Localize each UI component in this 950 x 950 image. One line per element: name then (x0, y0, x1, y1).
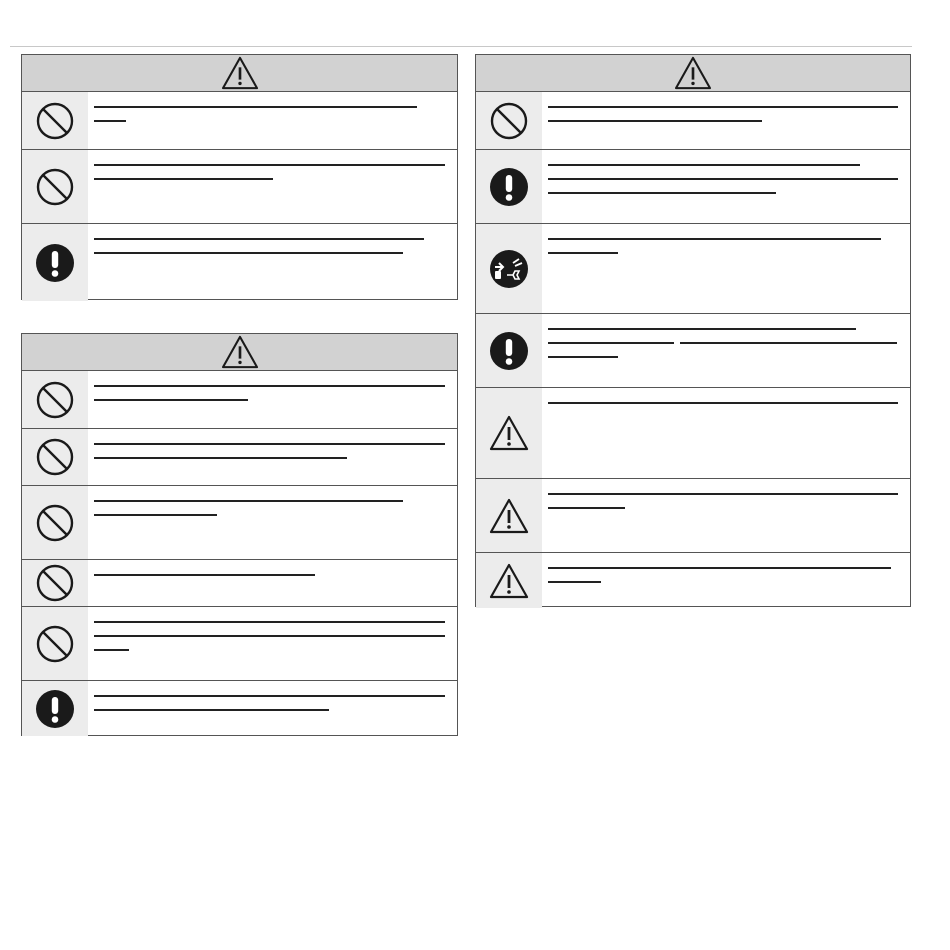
safety-row (476, 478, 910, 552)
redacted-text-line (548, 164, 860, 166)
redacted-text-line (94, 574, 315, 576)
safety-row (22, 428, 457, 485)
redacted-text-line (94, 457, 347, 459)
mandatory-action-icon (489, 167, 529, 207)
safety-row (22, 223, 457, 301)
prohibition-icon (489, 101, 529, 141)
mandatory-action-icon (489, 331, 529, 371)
prohibition-icon (35, 503, 75, 543)
icon-cell (22, 560, 88, 606)
prohibition-icon (35, 437, 75, 477)
redacted-text-line (548, 493, 898, 495)
redacted-text-line (548, 581, 601, 583)
safety-row (22, 149, 457, 223)
redacted-text-block (542, 92, 910, 149)
safety-row (476, 552, 910, 608)
redacted-text-line (94, 514, 217, 516)
redacted-text-line (548, 328, 856, 330)
prohibition-icon (35, 380, 75, 420)
redacted-text-block (88, 92, 457, 149)
redacted-text-line (548, 252, 618, 254)
prohibition-icon (35, 563, 75, 603)
redacted-text-block (88, 560, 457, 606)
redacted-text-line (548, 507, 625, 509)
icon-cell (22, 150, 88, 223)
safety-row (476, 149, 910, 223)
mandatory-action-icon (35, 243, 75, 283)
redacted-text-line (548, 356, 618, 358)
redacted-text-block (88, 150, 457, 223)
redacted-text-line (548, 106, 898, 108)
safety-row (22, 485, 457, 559)
redacted-text-line (94, 500, 403, 502)
caution-triangle-icon (489, 415, 529, 451)
icon-cell (22, 371, 88, 428)
mandatory-action-icon (35, 689, 75, 729)
caution-panel-right (475, 54, 911, 607)
redacted-text-line (94, 399, 248, 401)
redacted-text-line (680, 342, 897, 344)
icon-cell (22, 486, 88, 559)
icon-cell (476, 314, 542, 387)
redacted-text-line (548, 192, 776, 194)
caution-triangle-icon (489, 563, 529, 599)
redacted-text-line (94, 385, 445, 387)
redacted-text-block (542, 388, 910, 478)
redacted-text-line (548, 178, 898, 180)
redacted-text-line (548, 238, 881, 240)
redacted-text-line (94, 649, 129, 651)
redacted-text-block (88, 486, 457, 559)
icon-cell (22, 92, 88, 149)
icon-cell (476, 553, 542, 608)
redacted-text-line (94, 120, 126, 122)
icon-cell (476, 150, 542, 223)
unplug-icon (489, 249, 529, 289)
icon-cell (476, 388, 542, 478)
caution-triangle-icon (221, 335, 259, 369)
redacted-text-block (542, 553, 910, 608)
prohibition-icon (35, 167, 75, 207)
redacted-text-block (542, 314, 910, 387)
safety-row (476, 313, 910, 387)
safety-row (22, 559, 457, 606)
redacted-text-line (548, 120, 762, 122)
icon-cell (22, 681, 88, 736)
redacted-text-block (88, 429, 457, 485)
redacted-text-line (548, 567, 891, 569)
safety-row (22, 680, 457, 736)
page-top-rule (10, 46, 912, 47)
redacted-text-line (94, 635, 445, 637)
icon-cell (476, 479, 542, 552)
redacted-text-block (542, 479, 910, 552)
safety-row (22, 92, 457, 149)
prohibition-icon (35, 101, 75, 141)
icon-cell (476, 92, 542, 149)
safety-row (22, 371, 457, 428)
safety-row (22, 606, 457, 680)
icon-cell (22, 607, 88, 680)
panel-header (476, 55, 910, 92)
caution-triangle-icon (674, 56, 712, 90)
panel-header (22, 55, 457, 92)
caution-panel-left-bottom (21, 333, 458, 736)
caution-triangle-icon (489, 498, 529, 534)
redacted-text-block (88, 224, 457, 301)
redacted-text-line (94, 164, 445, 166)
redacted-text-block (88, 681, 457, 736)
redacted-text-block (88, 371, 457, 428)
redacted-text-line (94, 443, 445, 445)
warning-triangle-icon (221, 56, 259, 90)
redacted-text-block (542, 150, 910, 223)
redacted-text-line (94, 178, 273, 180)
redacted-text-block (88, 607, 457, 680)
redacted-text-line (548, 342, 674, 344)
redacted-text-line (94, 238, 424, 240)
redacted-text-line (94, 709, 329, 711)
redacted-text-line (94, 695, 445, 697)
redacted-text-block (542, 224, 910, 313)
panel-header (22, 334, 457, 371)
prohibition-icon (35, 624, 75, 664)
icon-cell (476, 224, 542, 313)
redacted-text-line (548, 402, 898, 404)
redacted-text-line (94, 621, 445, 623)
icon-cell (22, 429, 88, 485)
icon-cell (22, 224, 88, 301)
redacted-text-line (94, 106, 417, 108)
safety-row (476, 92, 910, 149)
safety-row (476, 223, 910, 313)
safety-row (476, 387, 910, 478)
redacted-text-line (94, 252, 403, 254)
warning-panel-left-top (21, 54, 458, 300)
